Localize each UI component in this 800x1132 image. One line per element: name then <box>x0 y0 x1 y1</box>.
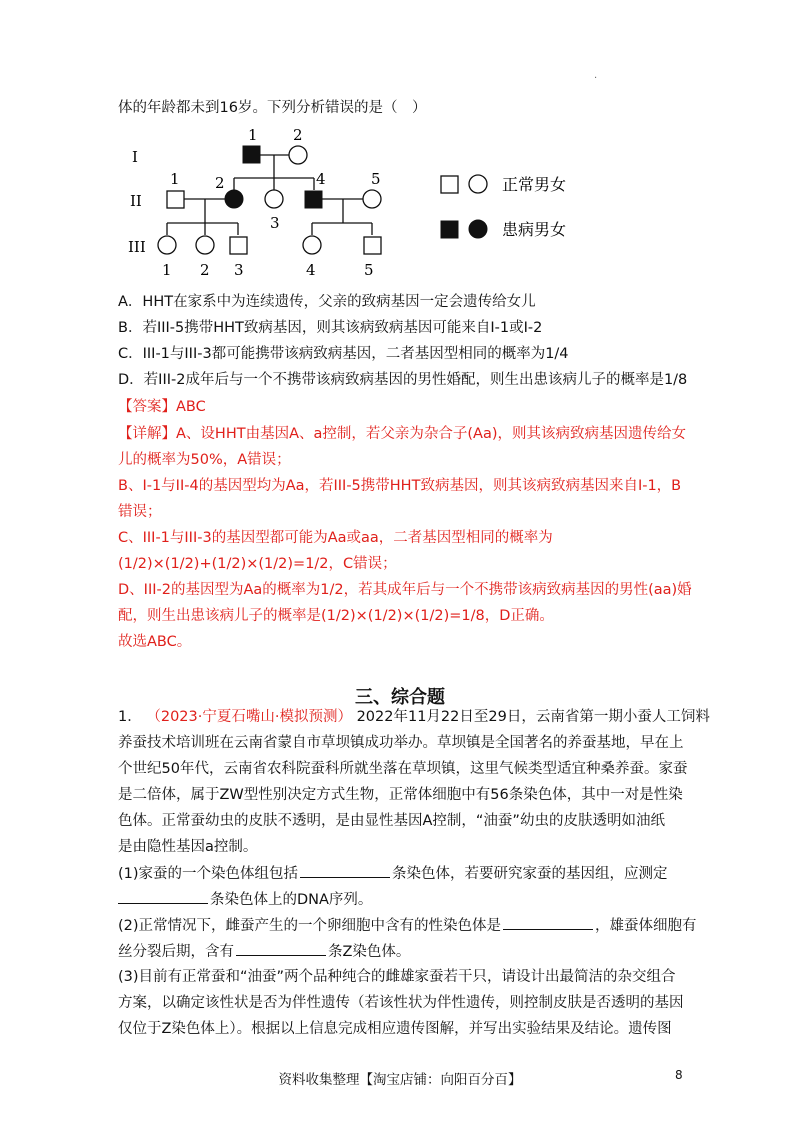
legend-normal-male <box>441 176 458 193</box>
gen2-normal-female-5 <box>363 190 381 208</box>
gen3-normal-female-1 <box>158 236 176 254</box>
pedigree-diagram <box>110 118 600 288</box>
q1-first-text: 2022年11月22日至29日，云南省第一期小蚕人工饲料 <box>356 709 710 725</box>
answer-blank-4[interactable] <box>236 941 326 956</box>
page-footer: 资料收集整理【淘宝店铺：向阳百分百】 <box>278 1072 522 1088</box>
analysis-line-5: C、III-1与III-3的基因型都可能为Aa或aa，二者基因型相同的概率为 <box>118 530 553 546</box>
option-a: A．HHT在家系中为连续遗传，父亲的致病基因一定会遗传给女儿 <box>118 294 536 310</box>
q1-sub2-line2 <box>118 941 410 962</box>
section-title: 三、综合题 <box>355 687 445 708</box>
gen2-normal-male-1 <box>167 191 184 208</box>
generation-label-1: I <box>132 148 138 166</box>
answer-blank-2[interactable] <box>118 889 208 904</box>
q1-line-5: 色体。正常蚕幼虫的皮肤不透明，是由显性基因A控制，“油蚕”幼虫的皮肤透明如油纸 <box>118 813 665 829</box>
q1-number: 1． <box>118 709 142 725</box>
gen2-number-1: 1 <box>170 170 180 188</box>
analysis-line-4: 错误； <box>118 504 162 520</box>
gen3-number-2: 2 <box>200 261 210 279</box>
gen3-number-5: 5 <box>364 261 374 279</box>
q1-sub1-text-b: 条染色体，若要研究家蚕的基因组，应测定 <box>392 866 668 882</box>
analysis-line-2: 儿的概率为50%，A错误； <box>118 452 291 468</box>
gen3-number-1: 1 <box>162 261 172 279</box>
analysis-line-9: 故选ABC。 <box>118 634 192 650</box>
q1-sub2-text-d: 条Z染色体。 <box>328 944 411 960</box>
header-dot: . <box>594 70 598 81</box>
gen3-number-4: 4 <box>306 261 316 279</box>
gen2-number-3: 3 <box>270 214 280 232</box>
q1-sub2-text-a: (2)正常情况下，雌蚕产生的一个卵细胞中含有的性染色体是 <box>118 918 502 934</box>
gen2-affected-female-2 <box>225 190 243 208</box>
option-c: C．III-1与III-3都可能携带该病致病基因，二者基因型相同的概率为1/4 <box>118 346 569 362</box>
legend-normal-female <box>469 175 487 193</box>
analysis-line-7: D、III-2的基因型为Aa的概率为1/2，若其成年后与一个不携带该病致病基因的男性(aa)婚 <box>118 582 692 598</box>
answer-blank-3[interactable] <box>503 915 593 930</box>
legend-affected-male <box>441 221 458 238</box>
q1-line-3: 个世纪50年代，云南省农科院蚕科所就坐落在草坝镇，这里气候类型适宜种桑养蚕。家蚕 <box>118 761 688 777</box>
analysis-line-3: B、I-1与II-4的基因型均为Aa，若III-5携带HHT致病基因，则其该病致病基因来自I-1，B <box>118 478 682 494</box>
gen1-affected-male <box>243 146 260 163</box>
gen2-normal-female-3 <box>265 190 283 208</box>
question-intro: 体的年龄都未到16岁。下列分析错误的是（ ） <box>118 100 427 116</box>
q1-sub1-line1 <box>118 863 668 884</box>
gen3-normal-female-2 <box>196 236 214 254</box>
gen2-number-2: 2 <box>215 174 225 192</box>
gen3-normal-male-3 <box>230 237 247 254</box>
q1-sub1-text-a: (1)家蚕的一个染色体组包括 <box>118 866 299 882</box>
generation-label-3: III <box>128 238 146 256</box>
gen2-number-5: 5 <box>371 170 381 188</box>
gen1-normal-female <box>289 146 307 164</box>
q1-line-4: 是二倍体，属于ZW型性别决定方式生物，正常体细胞中有56条染色体，其中一对是性染 <box>118 787 683 803</box>
legend-affected-label: 患病男女 <box>502 220 567 239</box>
q1-sub3-line3: 仅位于Z染色体上）。根据以上信息完成相应遗传图解，并写出实验结果及结论。遗传图 <box>118 1021 672 1037</box>
gen2-affected-male-4 <box>305 191 322 208</box>
q1-sub1-text-c: 条染色体上的DNA序列。 <box>210 892 373 908</box>
q1-source: （2023·宁夏石嘴山·模拟预测） <box>146 709 352 725</box>
option-d: D．若III-2成年后与一个不携带该病致病基因的男性婚配，则生出患该病儿子的概率是1/8 <box>118 372 688 388</box>
gen3-number-3: 3 <box>234 261 244 279</box>
legend-affected-female <box>469 220 487 238</box>
q1-sub2-text-c: 丝分裂后期，含有 <box>118 944 234 960</box>
q1-first-line <box>118 707 710 727</box>
gen3-normal-male-5 <box>364 237 381 254</box>
gen1-number-1: 1 <box>248 126 258 144</box>
q1-line-2: 养蚕技术培训班在云南省蒙自市草坝镇成功举办。草坝镇是全国著名的养蚕基地，早在上 <box>118 735 684 751</box>
legend-normal-label: 正常男女 <box>502 175 567 194</box>
q1-sub1-line2 <box>118 889 372 910</box>
analysis-line-8: 配，则生出患该病儿子的概率是(1/2)×(1/2)×(1/2)=1/8，D正确。 <box>118 608 554 624</box>
gen2-number-4: 4 <box>316 170 326 188</box>
analysis-line-1: 【详解】A、设HHT由基因A、a控制，若父亲为杂合子(Aa)，则其该病致病基因遗传给女 <box>118 426 687 442</box>
answer-blank-1[interactable] <box>300 863 390 878</box>
q1-line-6: 是由隐性基因a控制。 <box>118 839 258 855</box>
answer-line: 【答案】ABC <box>118 399 206 415</box>
q1-sub2-text-b: ，雄蚕体细胞有 <box>595 918 697 934</box>
page-number: 8 <box>675 1068 683 1082</box>
q1-sub3-line1: (3)目前有正常蚕和“油蚕”两个品种纯合的雌雄家蚕若干只，请设计出最简洁的杂交组合 <box>118 969 676 985</box>
q1-sub3-line2: 方案，以确定该性状是否为伴性遗传（若该性状为伴性遗传，则控制皮肤是否透明的基因 <box>118 995 684 1011</box>
option-b: B．若III-5携带HHT致病基因，则其该病致病基因可能来自I-1或I-2 <box>118 320 543 336</box>
generation-label-2: II <box>130 192 142 210</box>
gen3-normal-female-4 <box>303 236 321 254</box>
q1-sub2-line1 <box>118 915 697 936</box>
analysis-line-6: (1/2)×(1/2)+(1/2)×(1/2)=1/2，C错误； <box>118 556 397 572</box>
gen1-number-2: 2 <box>293 126 303 144</box>
